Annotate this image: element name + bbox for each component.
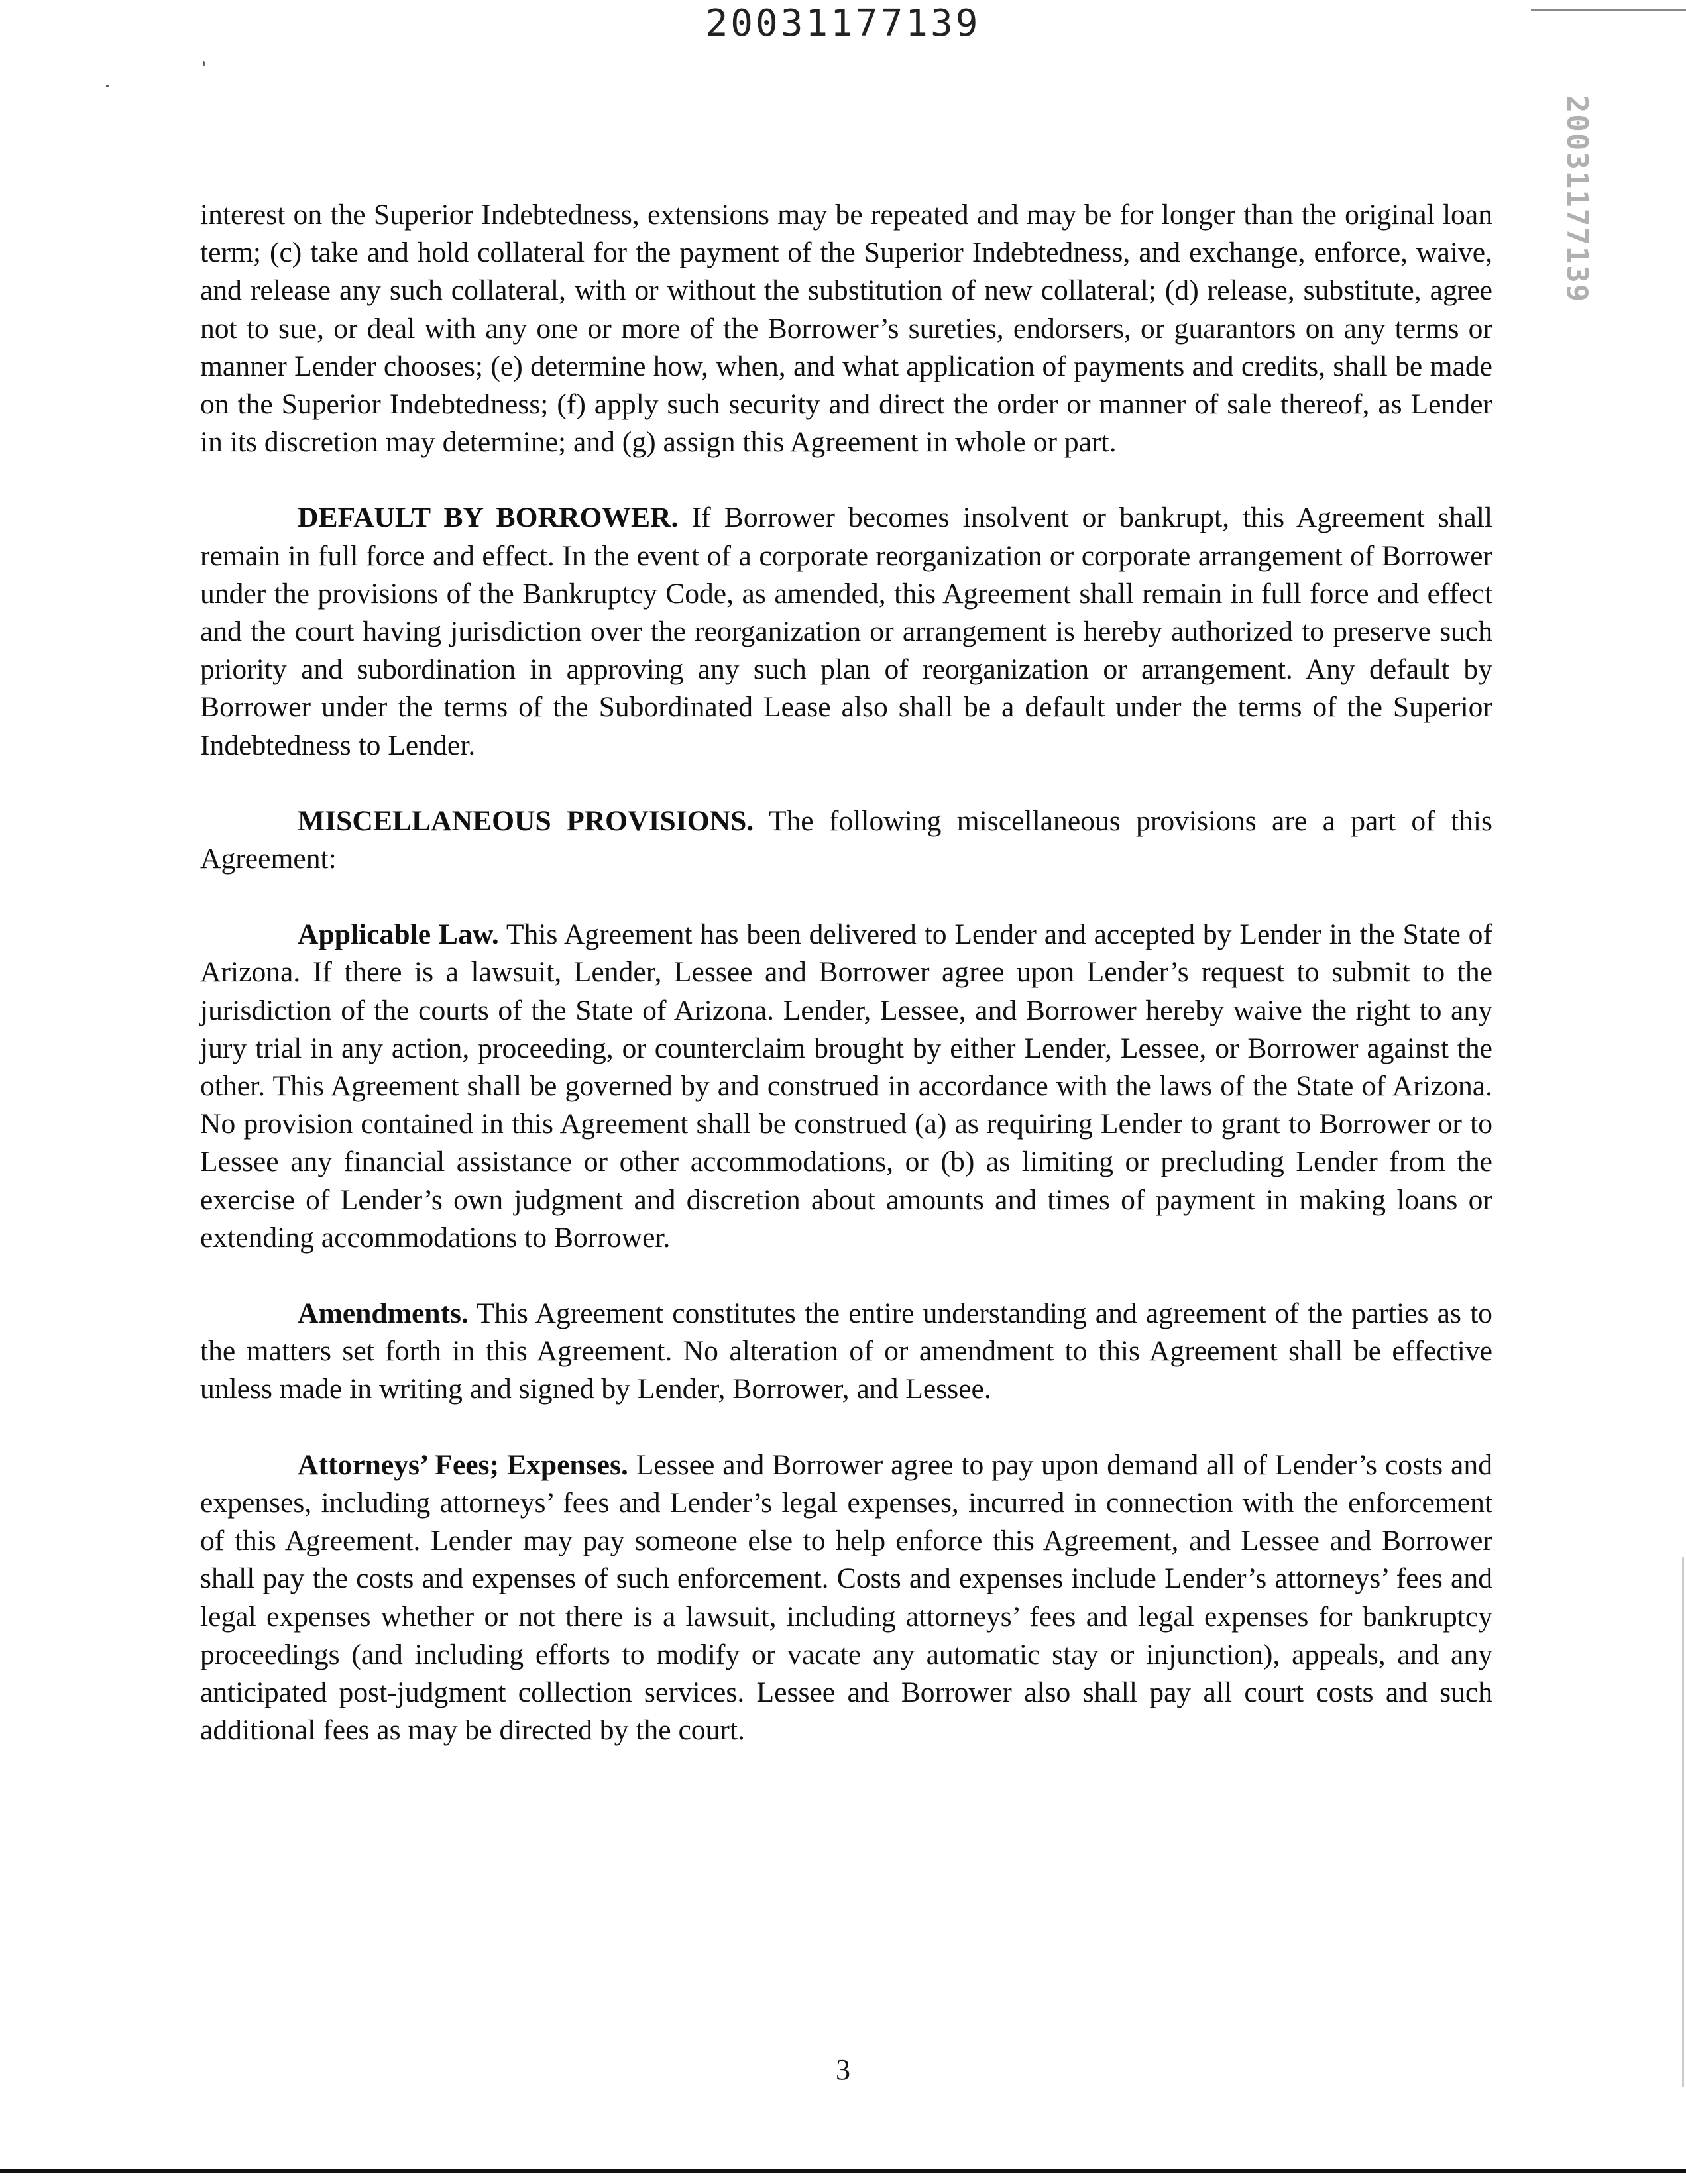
section-heading-default: DEFAULT BY BORROWER. <box>298 502 679 534</box>
side-stamp-text: 20031177139 <box>1560 95 1595 303</box>
section-body-amendments: This Agreement constitutes the entire understanding and agreement of the parties as to the matters set forth in this Agreement. No alteration of or amendment to this Agreement shall be effective unless made in writing and signed by Lender, Borrower, and Lessee. <box>200 1297 1492 1405</box>
bottom-rule <box>0 2169 1686 2173</box>
paragraph-miscellaneous <box>200 802 1492 878</box>
paragraph-amendments <box>200 1295 1492 1409</box>
document-number: 20031177139 <box>705 2 981 45</box>
scan-speck <box>106 85 109 87</box>
section-heading-amendments: Amendments. <box>298 1297 469 1330</box>
scan-edge-line <box>1682 1557 1684 2087</box>
paragraph-attorneys-fees <box>200 1447 1492 1750</box>
section-body-law: This Agreement has been delivered to Lender and accepted by Lender in the State of Arizona. If there is a lawsuit, Lender, Lessee and Borrower agree upon Lender’s request to submit to the jurisdiction of the courts of the State of Arizona. Lender, Lessee, and Borrower hereby waive the right to any jury trial in any action, proceeding, or counterclaim brought by either Lender, Lessee, or Borrower against the other. This Agreement shall be governed by and construed in accordance with the laws of the State of Arizona. No provision contained in this Agreement shall be construed (a) as requiring Lender to grant to Borrower or to Lessee any financial assistance or other accommodations, or (b) as limiting or precluding Lender from the exercise of Lender’s own judgment and discretion about amounts and times of payment in making loans or extending accommodations to Borrower. <box>200 918 1492 1254</box>
side-recording-stamp <box>1551 93 1604 305</box>
paragraph-continuation: interest on the Superior Indebtedness, extensions may be repeated and may be for longer than the original loan term; (c) take and hold collateral for the payment of the Superior Indebtedness, and exchange, enforce, waive, and release any such collateral, with or without the substitution of new collateral; (d) release, substitute, agree not to sue, or deal with any one or more of the Borrower’s sureties, endorsers, or guarantors on any terms or manner Lender chooses; (e) determine how, when, and what application of payments and credits, shall be made on the Superior Indebtedness; (f) apply such security and direct the order or manner of sale thereof, as Lender in its discretion may determine; and (g) assign this Agreement in whole or part. <box>200 199 1492 459</box>
top-rule <box>1531 9 1686 11</box>
section-body-misc: The following miscellaneous provisions are a part of this Agreement: <box>200 804 1492 875</box>
page-number: 3 <box>836 2053 850 2086</box>
section-body-default: If Borrower becomes insolvent or bankrupt, this Agreement shall remain in full force and effect. In the event of a corporate reorganization or corporate arrangement of Borrower under the provisions of the Bankruptcy Code, as amended, this Agreement shall remain in full force and effect and the court having jurisdiction over the reorganization or arrangement is hereby authorized to preserve such priority and subordination in approving any such plan of reorganization or arrangement. Any default by Borrower under the terms of the Subordinated Lease also shall be a default under the terms of the Superior Indebtedness to Lender. <box>200 502 1492 761</box>
section-heading-fees: Attorneys’ Fees; Expenses. <box>298 1448 628 1481</box>
section-body-fees: Lessee and Borrower agree to pay upon demand all of Lender’s costs and expenses, including attorneys’ fees and Lender’s legal expenses, incurred in connection with the enforcement of this Agreement. Lender may pay someone else to help enforce this Agreement, and Lessee and Borrower shall pay the costs and expenses of such enforcement. Costs and expenses include Lender’s attorneys’ fees and legal expenses whether or not there is a lawsuit, including attorneys’ fees and legal expenses for bankruptcy proceedings (and including efforts to modify or vacate any automatic stay or injunction), appeals, and any anticipated post-judgment collection services. Lessee and Borrower also shall pay all court costs and such additional fees as may be directed by the court. <box>200 1448 1492 1747</box>
scan-speck <box>203 61 205 66</box>
paragraph-default-by-borrower <box>200 499 1492 764</box>
section-heading-law: Applicable Law. <box>298 918 499 951</box>
document-body <box>200 196 1492 1749</box>
section-heading-misc: MISCELLANEOUS PROVISIONS. <box>298 804 754 837</box>
paragraph-applicable-law <box>200 916 1492 1257</box>
